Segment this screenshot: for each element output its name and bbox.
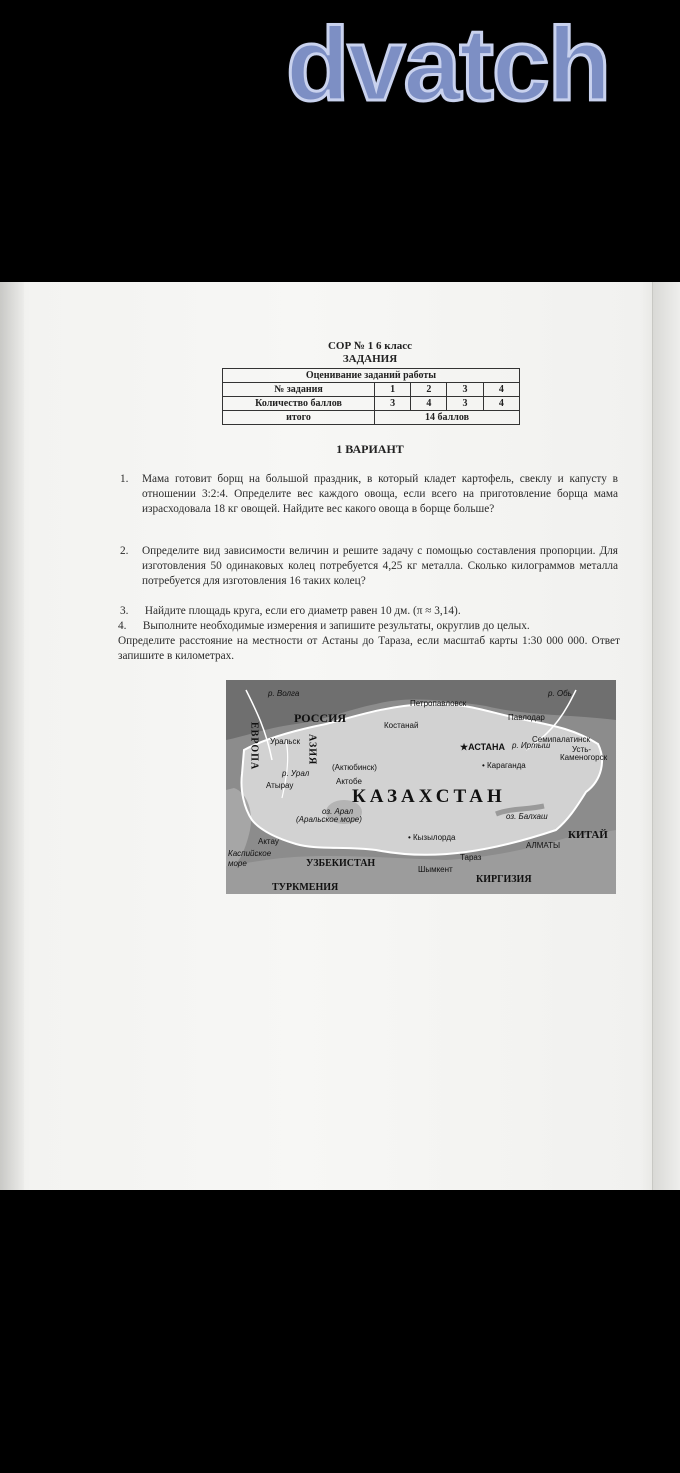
row-label: № задания bbox=[223, 383, 375, 397]
grading-table-title: Оценивание заданий работы bbox=[223, 369, 520, 383]
kazakhstan-map bbox=[226, 680, 616, 894]
kyzylorda-label: • Кызылорда bbox=[408, 833, 456, 842]
document-photo bbox=[0, 282, 680, 1190]
total-value: 14 баллов bbox=[375, 411, 520, 425]
astana-label: ★АСТАНА bbox=[460, 742, 506, 752]
kamenogorsk-label: Каменогорск bbox=[560, 753, 608, 762]
task-number: 3 bbox=[447, 383, 483, 397]
atyrau-label: Атырау bbox=[266, 781, 294, 790]
task-2 bbox=[120, 544, 618, 589]
almaty-label: АЛМАТЫ bbox=[526, 841, 561, 850]
uzbekistan-label: УЗБЕКИСТАН bbox=[306, 858, 376, 869]
semipalatinsk-label: Семипалатинск bbox=[532, 735, 590, 744]
turkmenistan-label: ТУРКМЕНИЯ bbox=[272, 882, 339, 893]
russia-label: РОССИЯ bbox=[294, 711, 347, 725]
aral-label-2: (Аральское море) bbox=[296, 815, 362, 824]
task-4 bbox=[118, 619, 620, 664]
asia-label: АЗИЯ bbox=[306, 734, 318, 766]
china-label: КИТАЙ bbox=[568, 829, 608, 841]
caspian-label-2: море bbox=[228, 859, 247, 868]
ob-label: р. Обь bbox=[548, 689, 572, 698]
task-points: 3 bbox=[375, 397, 411, 411]
watermark-logo: dvatch bbox=[286, 7, 610, 123]
kyrgyzstan-label: КИРГИЗИЯ bbox=[476, 874, 532, 885]
task-points: 3 bbox=[447, 397, 483, 411]
task-number: 3. bbox=[120, 605, 129, 617]
aktobe-label: Актобе bbox=[336, 777, 362, 786]
task-number: 4 bbox=[483, 383, 519, 397]
task-text: Мама готовит борщ на большой праздник, в который кладет картофель, свеклу и капусту в отношении 3:2:4. Определите вес каждого овоща, если всего на приготовление борща мама израсходовала 18 кг овощей. Найдите вес какого овоща в борще больше? bbox=[142, 473, 618, 515]
variant-heading: 1 ВАРИАНТ bbox=[336, 442, 404, 456]
karaganda-label: • Караганда bbox=[482, 761, 526, 770]
task-1 bbox=[120, 472, 618, 517]
pavlodar-label: Павлодар bbox=[508, 713, 545, 722]
task-number: 2 bbox=[411, 383, 447, 397]
caspian-label: Каспийское bbox=[228, 849, 272, 858]
table-row bbox=[223, 411, 520, 425]
task-text: Определите расстояние на местности от Астаны до Тараза, если масштаб карты 1:30 000 000. Ответ запишите в километрах. bbox=[118, 635, 620, 662]
aktau-label: Актау bbox=[258, 837, 279, 846]
grading-table bbox=[222, 368, 520, 425]
ural-river-label: р. Урал bbox=[282, 769, 310, 778]
task-number: 2. bbox=[120, 545, 129, 557]
worksheet-title: СОР № 1 6 класс bbox=[327, 340, 413, 352]
table-row bbox=[223, 369, 520, 383]
worksheet bbox=[0, 282, 680, 1190]
row-label: Количество баллов bbox=[223, 397, 375, 411]
task-points: 4 bbox=[411, 397, 447, 411]
irtysh-label: р. Иртыш bbox=[512, 741, 551, 750]
kazakhstan-label: КАЗАХСТАН bbox=[352, 786, 506, 807]
table-row bbox=[223, 397, 520, 411]
aktyubinsk-label: (Актюбинск) bbox=[332, 763, 377, 772]
worksheet-subtitle: ЗАДАНИЯ bbox=[342, 353, 398, 365]
europe-label: ЕВРОПА bbox=[248, 722, 260, 771]
shymkent-label: Шымкент bbox=[418, 865, 453, 874]
petropavlovsk-label: Петропавловск bbox=[410, 699, 467, 708]
ust-label: Усть- bbox=[572, 745, 592, 754]
balkhash-label: оз. Балхаш bbox=[506, 812, 548, 821]
task-text: Найдите площадь круга, если его диаметр равен 10 дм. (π ≈ 3,14). bbox=[144, 605, 461, 617]
table-row bbox=[223, 383, 520, 397]
taraz-label: Тараз bbox=[460, 853, 482, 862]
task-number: 1. bbox=[120, 473, 129, 485]
aral-label: оз. Арал bbox=[322, 807, 354, 816]
volga-label: р. Волга bbox=[268, 689, 300, 698]
uralsk-label: Уральск bbox=[270, 737, 300, 746]
task-3 bbox=[120, 604, 618, 619]
total-label: итого bbox=[223, 411, 375, 425]
task-points: 4 bbox=[483, 397, 519, 411]
task-text: Выполните необходимые измерения и запишите результаты, округлив до целых. bbox=[142, 620, 530, 632]
task-number: 1 bbox=[375, 383, 411, 397]
kostanay-label: Костанай bbox=[384, 721, 419, 730]
task-number: 4. bbox=[118, 620, 127, 632]
task-text: Определите вид зависимости величин и решите задачу с помощью составления пропорции. Для изготовления 50 одинаковых колец потребуется 4,25 кг металла. Сколько килограммов металла потребуется для изготовления 16 таких колец? bbox=[142, 545, 618, 587]
